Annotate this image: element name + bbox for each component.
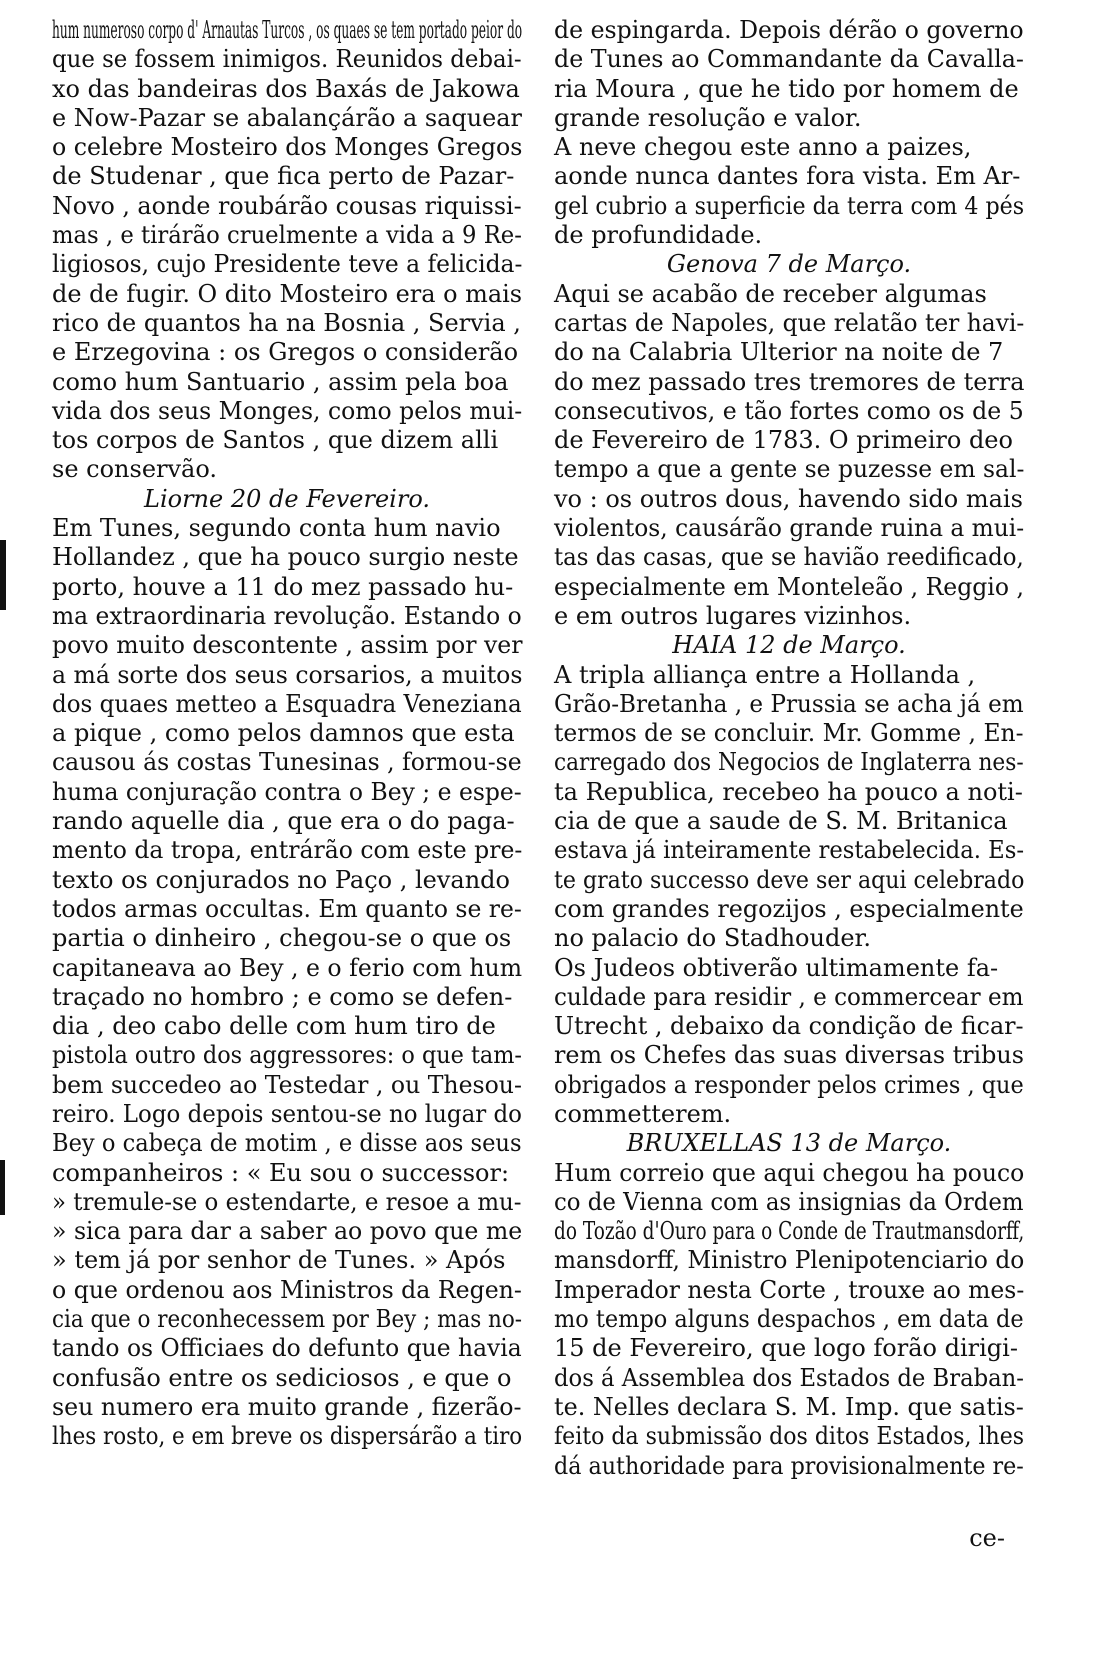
section-heading: Liorne 20 de Fevereiro. <box>144 484 430 513</box>
text-line: carregado dos Negocios de Inglaterra nes- <box>554 748 1024 777</box>
text-line: ria Moura , que he tido por homem de <box>554 74 1019 103</box>
text-line: gel cubrio a superficie da terra com 4 pés <box>554 191 1025 220</box>
text-line: Grão-Bretanha , e Prussia se acha já em <box>554 689 1024 718</box>
text-line: Hollandez , que ha pouco surgio neste <box>52 543 519 572</box>
section-heading: BRUXELLAS 13 de Março. <box>626 1129 952 1158</box>
text-line: confusão entre os sediciosos , e que o <box>52 1363 512 1392</box>
catchword: ce- <box>969 1524 1005 1552</box>
text-line: e Now-Pazar se abalançárão a saquear <box>52 103 522 132</box>
left-margin-mark <box>0 540 6 610</box>
text-line: povo muito descontente , assim por ver <box>52 631 523 660</box>
text-line: do na Calabria Ulterior na noite de 7 <box>554 338 1004 367</box>
text-line: do Tozão d'Ouro para o Conde de Trautmansdorff, <box>554 1217 1025 1246</box>
text-line: Os Judeos obtiverão ultimamente fa- <box>554 953 999 982</box>
text-line: dia , deo cabo delle com hum tiro de <box>52 1012 496 1041</box>
text-line: de espingarda. Depois dérão o governo <box>554 16 1024 44</box>
text-line: obrigados a responder pelos crimes , que <box>554 1070 1024 1099</box>
section-heading: Genova 7 de Março. <box>666 250 912 279</box>
text-line: mento da tropa, entrárão com este pre- <box>52 836 523 865</box>
right-column <box>554 16 1024 1481</box>
text-line: de de fugir. O dito Mosteiro era o mais <box>52 279 523 308</box>
text-line: Novo , aonde roubárão cousas riquissi- <box>52 191 522 220</box>
text-line: de Fevereiro de 1783. O primeiro deo <box>554 426 1013 455</box>
text-line: Bey o cabeça de motim , e disse aos seus <box>52 1129 522 1158</box>
text-line: o celebre Mosteiro dos Monges Gregos <box>52 133 523 162</box>
text-line: reiro. Logo depois sentou-se no lugar do <box>52 1099 522 1128</box>
text-line: rando aquelle dia , que era o do paga- <box>52 807 515 836</box>
text-line: » sica para dar a saber ao povo que me <box>52 1217 523 1246</box>
text-line: companheiros : « Eu sou o successor: <box>52 1158 510 1187</box>
text-line: partia o dinheiro , chegou-se o que os <box>52 924 512 953</box>
text-line: Imperador nesta Corte , trouxe ao mes- <box>554 1275 1025 1304</box>
text-line: hum numeroso corpo d' Arnautas Turcos , os quaes se tem portado peior do <box>52 16 523 44</box>
text-line: com grandes regozijos , especialmente <box>554 894 1024 923</box>
text-line: a má sorte dos seus corsarios, a muitos <box>52 660 523 689</box>
text-line: tos corpos de Santos , que dizem alli <box>52 426 499 455</box>
text-line: ligiosos, cujo Presidente teve a felicida- <box>52 250 523 279</box>
text-line: termos de se concluir. Mr. Gomme , En- <box>554 719 1024 748</box>
text-line: rico de quantos ha na Bosnia , Servia , <box>52 308 521 337</box>
text-line: bem succedeo ao Testedar , ou Thesou- <box>52 1070 522 1099</box>
text-line: dos á Assemblea dos Estados de Braban- <box>554 1363 1024 1392</box>
text-line: consecutivos, e tão fortes como os de 5 <box>554 396 1024 425</box>
text-line: traçado no hombro ; e como se defen- <box>52 982 513 1011</box>
text-line: te grato successo deve ser aqui celebrado <box>554 865 1025 894</box>
text-line: cia de que a saude de S. M. Britanica <box>554 807 1008 836</box>
text-line: vo : os outros dous, havendo sido mais <box>554 484 1023 513</box>
section-heading: HAIA 12 de Março. <box>672 631 906 660</box>
text-line: Utrecht , debaixo da condição de ficar- <box>554 1012 1024 1041</box>
text-line: como hum Santuario , assim pela boa <box>52 367 509 396</box>
text-line: A neve chegou este anno a paizes, <box>554 133 972 162</box>
text-line: A tripla alliança entre a Hollanda , <box>554 660 976 689</box>
text-line: mo tempo alguns despachos , em data de <box>554 1305 1024 1334</box>
text-line: huma conjuração contra o Bey ; e espe- <box>52 777 522 806</box>
text-line: lhes rosto, e em breve os dispersárão a tiro <box>52 1422 523 1451</box>
text-line: estava já inteiramente restabelecida. Es- <box>554 836 1025 865</box>
text-line: te. Nelles declara S. M. Imp. que satis- <box>554 1392 1024 1421</box>
text-line: mas , e tirárão cruelmente a vida a 9 Re- <box>52 221 522 250</box>
text-line: cartas de Napoles, que relatão ter havi- <box>554 308 1025 337</box>
text-line: commetterem. <box>554 1099 732 1128</box>
text-line: Hum correio que aqui chegou ha pouco <box>554 1158 1025 1187</box>
left-column <box>52 16 522 1452</box>
text-line: se conservão. <box>52 455 218 484</box>
text-line: violentos, causárão grande ruina a mui- <box>554 514 1025 543</box>
text-line: pistola outro dos aggressores: o que tam- <box>52 1041 522 1070</box>
text-line: e Erzegovina : os Gregos o considerão <box>52 338 519 367</box>
text-line: de Studenar , que fica perto de Pazar- <box>52 162 515 191</box>
text-line: de Tunes ao Commandante da Cavalla- <box>554 45 1024 74</box>
text-line: todos armas occultas. Em quanto se re- <box>52 894 522 923</box>
text-line: porto, houve a 11 do mez passado hu- <box>52 572 514 601</box>
text-line: rem os Chefes das suas diversas tribus <box>554 1041 1024 1070</box>
text-line: o que ordenou aos Ministros da Regen- <box>52 1275 522 1304</box>
text-line: tas das casas, que se havião reedificado, <box>554 543 1024 572</box>
text-line: feito da submissão dos ditos Estados, lhes <box>554 1422 1025 1451</box>
text-line: capitaneava ao Bey , e o ferio com hum <box>52 953 523 982</box>
text-line: co de Vienna com as insignias da Ordem <box>554 1187 1024 1216</box>
text-line: Em Tunes, segundo conta hum navio <box>52 514 501 543</box>
text-line: 15 de Fevereiro, que logo forão dirigi- <box>554 1334 1018 1363</box>
text-line: e em outros lugares vizinhos. <box>554 601 912 630</box>
text-line: dá authoridade para provisionalmente re- <box>554 1451 1024 1480</box>
text-line: ta Republica, recebeo ha pouco a noti- <box>554 777 1023 806</box>
text-line: de profundidade. <box>554 221 763 250</box>
text-line: que se fossem inimigos. Reunidos debai- <box>52 45 522 74</box>
text-line: ma extraordinaria revolução. Estando o <box>52 601 522 630</box>
text-line: culdade para residir , e commercear em <box>554 982 1024 1011</box>
text-line: vida dos seus Monges, como pelos mui- <box>52 396 523 425</box>
text-line: grande resolução e valor. <box>554 103 862 132</box>
text-line: » tem já por senhor de Tunes. » Após <box>52 1246 506 1275</box>
text-line: » tremule-se o estendarte, e resoe a mu- <box>52 1187 522 1216</box>
text-line: no palacio do Stadhouder. <box>554 924 871 953</box>
text-line: tando os Officiaes do defunto que havia <box>52 1334 522 1363</box>
text-line: dos quaes metteo a Esquadra Veneziana <box>52 689 522 718</box>
text-line: tempo a que a gente se puzesse em sal- <box>554 455 1025 484</box>
text-line: cia que o reconhecessem por Bey ; mas no- <box>52 1305 523 1334</box>
left-margin-mark-2 <box>0 1160 5 1215</box>
text-line: especialmente em Monteleão , Reggio , <box>554 572 1024 601</box>
text-line: a pique , como pelos damnos que esta <box>52 719 515 748</box>
text-line: mansdorff, Ministro Plenipotenciario do <box>554 1246 1025 1275</box>
text-line: xo das bandeiras dos Baxás de Jakowa <box>52 74 520 103</box>
text-line: causou ás costas Tunesinas , formou-se <box>52 748 522 777</box>
text-line: aonde nunca dantes fora vista. Em Ar- <box>554 162 1021 191</box>
text-line: Aqui se acabão de receber algumas <box>554 279 987 308</box>
text-line: do mez passado tres tremores de terra <box>554 367 1025 396</box>
text-line: seu numero era muito grande , fizerão- <box>52 1392 522 1421</box>
text-line: texto os conjurados no Paço , levando <box>52 865 510 894</box>
